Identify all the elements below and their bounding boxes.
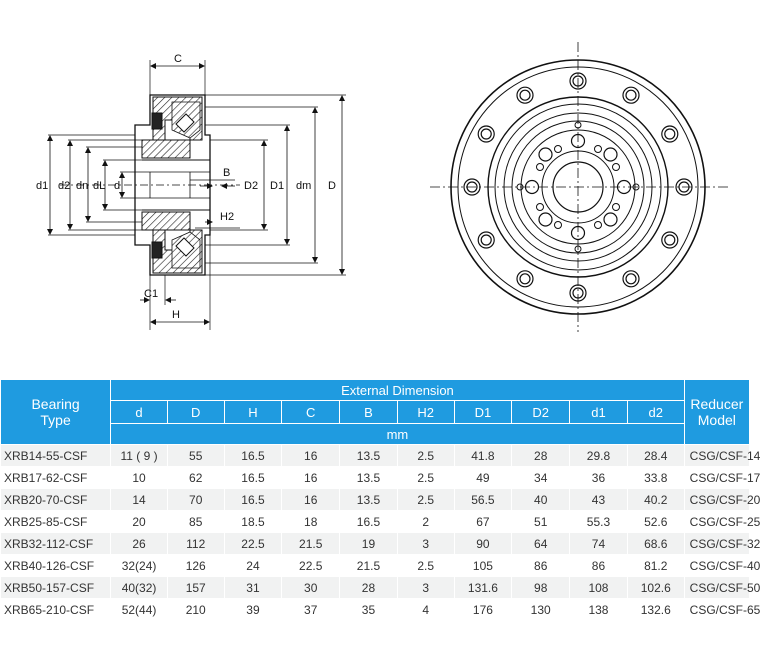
reducer-model-cell: CSG/CSF-14	[684, 445, 749, 467]
bearing-type-cell: XRB17-62-CSF	[1, 467, 111, 489]
table-row	[1, 533, 750, 555]
table-row	[1, 555, 750, 577]
bearing-type-cell: XRB50-157-CSF	[1, 577, 111, 599]
table-row	[1, 511, 750, 533]
dimension-cell: 85	[167, 511, 224, 533]
dimension-cell: 210	[167, 599, 224, 621]
dimension-cell: 29.8	[570, 445, 628, 467]
dimension-cell: 131.6	[454, 577, 512, 599]
front-view	[430, 42, 728, 332]
dimension-cell: 16	[282, 445, 340, 467]
column-header: d1	[570, 401, 628, 424]
dimension-cell: 16.5	[224, 489, 282, 511]
reducer-model-cell: CSG/CSF-17	[684, 467, 749, 489]
dimension-cell: 35	[340, 599, 398, 621]
dimension-cell: 18.5	[224, 511, 282, 533]
dimension-cell: 126	[167, 555, 224, 577]
dimension-cell: 10	[111, 467, 168, 489]
dimension-cell: 55.3	[570, 511, 628, 533]
section-view	[48, 60, 346, 330]
bearing-type-cell: XRB65-210-CSF	[1, 599, 111, 621]
dimension-cell: 14	[111, 489, 168, 511]
dimension-cell: 67	[454, 511, 512, 533]
dimension-cell: 132.6	[627, 599, 684, 621]
dimension-cell: 13.5	[340, 445, 398, 467]
column-header: H	[224, 401, 282, 424]
spec-table	[0, 379, 760, 621]
header-bearing-type-line2: Type	[40, 412, 71, 428]
dimension-cell: 34	[512, 467, 570, 489]
bearing-type-cell: XRB32-112-CSF	[1, 533, 111, 555]
dimension-cell: 20	[111, 511, 168, 533]
header-external-dimension: External Dimension	[111, 380, 684, 401]
label-dl: dL	[93, 180, 106, 192]
label-h2: H2	[220, 211, 235, 223]
table-row	[1, 445, 750, 467]
dimension-cell: 64	[512, 533, 570, 555]
dimension-cell: 18	[282, 511, 340, 533]
dimension-cell: 81.2	[627, 555, 684, 577]
bearing-type-cell: XRB40-126-CSF	[1, 555, 111, 577]
dimension-cell: 16.5	[224, 445, 282, 467]
bearing-type-cell: XRB14-55-CSF	[1, 445, 111, 467]
column-header: D2	[512, 401, 570, 424]
dimension-cell: 74	[570, 533, 628, 555]
label-d1-right: D1	[270, 180, 285, 192]
dimension-cell: 26	[111, 533, 168, 555]
dimension-cell: 70	[167, 489, 224, 511]
dimension-cell: 22.5	[224, 533, 282, 555]
column-header: B	[340, 401, 398, 424]
dimension-cell: 3	[397, 533, 454, 555]
dimension-cell: 16	[282, 467, 340, 489]
dimension-cell: 3	[397, 577, 454, 599]
label-c1: C1	[144, 288, 159, 300]
header-reducer-model-line1: Reducer	[690, 396, 744, 412]
dimension-cell: 28.4	[627, 445, 684, 467]
table-row	[1, 599, 750, 621]
dimension-cell: 130	[512, 599, 570, 621]
label-dn: dn	[76, 180, 89, 192]
dimension-cell: 108	[570, 577, 628, 599]
dimension-cell: 30	[282, 577, 340, 599]
dimension-cell: 2.5	[397, 489, 454, 511]
reducer-model-cell: CSG/CSF-20	[684, 489, 749, 511]
dimension-cell: 19	[340, 533, 398, 555]
header-unit: mm	[111, 424, 684, 445]
dimension-cell: 41.8	[454, 445, 512, 467]
reducer-model-cell: CSG/CSF-25	[684, 511, 749, 533]
dimension-cell: 2.5	[397, 555, 454, 577]
bearing-type-cell: XRB25-85-CSF	[1, 511, 111, 533]
dimension-cell: 43	[570, 489, 628, 511]
dimension-cell: 37	[282, 599, 340, 621]
dimension-cell: 2	[397, 511, 454, 533]
header-bearing-type-line1: Bearing	[31, 396, 80, 412]
header-bearing-type	[1, 380, 111, 445]
label-d2-left: d2	[58, 180, 71, 192]
label-b: B	[223, 167, 231, 179]
dimension-cell: 24	[224, 555, 282, 577]
dimension-cell: 2.5	[397, 467, 454, 489]
table-row	[1, 489, 750, 511]
dimension-cell: 22.5	[282, 555, 340, 577]
dimension-cell: 90	[454, 533, 512, 555]
dimension-cell: 56.5	[454, 489, 512, 511]
label-d1-left: d1	[36, 180, 49, 192]
label-c: C	[174, 53, 182, 65]
dimension-cell: 40	[512, 489, 570, 511]
dimension-cell: 21.5	[282, 533, 340, 555]
header-reducer-model-line2: Model	[697, 412, 736, 428]
dimension-cell: 4	[397, 599, 454, 621]
dimension-cell: 86	[512, 555, 570, 577]
dimension-cell: 13.5	[340, 489, 398, 511]
label-d2-right: D2	[244, 180, 259, 192]
label-d-outer: D	[328, 180, 336, 192]
column-header: C	[282, 401, 340, 424]
dimension-cell: 39	[224, 599, 282, 621]
dimension-cell: 31	[224, 577, 282, 599]
column-header: H2	[397, 401, 454, 424]
reducer-model-cell: CSG/CSF-50	[684, 577, 749, 599]
dimension-cell: 13.5	[340, 467, 398, 489]
dimension-cell: 55	[167, 445, 224, 467]
dimension-cell: 16	[282, 489, 340, 511]
label-d: d	[114, 180, 121, 192]
dimension-cell: 11 ( 9 )	[111, 445, 168, 467]
dimension-cell: 49	[454, 467, 512, 489]
dimension-cell: 102.6	[627, 577, 684, 599]
dimension-cell: 176	[454, 599, 512, 621]
dimension-cell: 2.5	[397, 445, 454, 467]
dimension-cell: 52(44)	[111, 599, 168, 621]
column-header: D1	[454, 401, 512, 424]
table-row	[1, 467, 750, 489]
table-row	[1, 577, 750, 599]
label-h: H	[172, 309, 180, 321]
dimension-cell: 40(32)	[111, 577, 168, 599]
dimension-cell: 157	[167, 577, 224, 599]
label-dm: dm	[296, 180, 312, 192]
dimension-cell: 28	[340, 577, 398, 599]
header-reducer-model	[684, 380, 749, 445]
dimension-cell: 68.6	[627, 533, 684, 555]
dimension-cell: 112	[167, 533, 224, 555]
dimension-cell: 138	[570, 599, 628, 621]
reducer-model-cell: CSG/CSF-65	[684, 599, 749, 621]
dimension-cell: 52.6	[627, 511, 684, 533]
column-header: d2	[627, 401, 684, 424]
column-header: d	[111, 401, 168, 424]
dimension-cell: 36	[570, 467, 628, 489]
dimension-cell: 16.5	[340, 511, 398, 533]
dimension-cell: 21.5	[340, 555, 398, 577]
dimension-cell: 16.5	[224, 467, 282, 489]
dimension-cell: 32(24)	[111, 555, 168, 577]
dimension-cell: 28	[512, 445, 570, 467]
dimension-cell: 98	[512, 577, 570, 599]
dimension-cell: 86	[570, 555, 628, 577]
bearing-type-cell: XRB20-70-CSF	[1, 489, 111, 511]
column-header: D	[167, 401, 224, 424]
dimension-cell: 33.8	[627, 467, 684, 489]
dimension-cell: 105	[454, 555, 512, 577]
reducer-model-cell: CSG/CSF-32	[684, 533, 749, 555]
reducer-model-cell: CSG/CSF-40	[684, 555, 749, 577]
dimension-cell: 40.2	[627, 489, 684, 511]
dimension-cell: 62	[167, 467, 224, 489]
dimension-cell: 51	[512, 511, 570, 533]
